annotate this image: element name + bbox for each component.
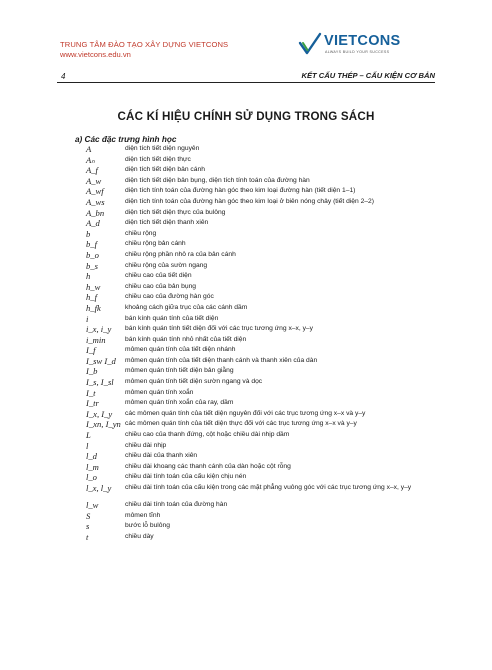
- symbol-description: chiều rộng: [125, 229, 157, 237]
- symbol-description: chiều dài tính toán của cấu kiện chịu nén: [125, 473, 247, 481]
- symbol-description: diện tích tiết diện thực: [125, 155, 191, 163]
- symbol: h_w: [86, 281, 101, 292]
- symbol: b_s: [86, 260, 98, 271]
- list-item: [0, 239, 492, 250]
- list-item: [0, 282, 492, 293]
- section-heading: a) Các đặc trưng hình học: [75, 135, 177, 144]
- list-item: [0, 218, 492, 229]
- symbol-description: bán kính quán tính nhỏ nhất của tiết diện: [125, 335, 247, 343]
- symbol: I_tr: [86, 398, 99, 409]
- symbol-description: chiều cao của tiết diện: [125, 272, 192, 280]
- center-name: TRUNG TÂM ĐÀO TẠO XÂY DỰNG VIETCONS: [60, 40, 229, 49]
- vietcons-logo: [298, 31, 418, 59]
- list-item: [0, 511, 492, 522]
- symbol: A_bn: [86, 207, 105, 218]
- header-rule: [57, 82, 435, 83]
- symbol: t: [86, 531, 89, 542]
- symbol-description: chiều cao của đường hàn góc: [125, 293, 214, 301]
- checkmark-logo-icon: [298, 31, 322, 57]
- symbol: I_t: [86, 387, 96, 398]
- symbol-description: chiều dài tính toán của cấu kiện trong các mặt phẳng vuông góc với các trục tương ứng x–x, y–y: [125, 484, 412, 491]
- symbol: i_min: [86, 334, 106, 345]
- symbol-description: chiều dài khoang các thanh cánh của dàn hoặc cột rỗng: [125, 462, 291, 470]
- symbol-description: mômen quán tính của tiết diện nhánh: [125, 346, 236, 354]
- list-item: [0, 345, 492, 356]
- symbol: b_o: [86, 249, 99, 260]
- symbol-description: khoảng cách giữa trục của các cánh dầm: [125, 303, 248, 311]
- list-item: [0, 451, 492, 462]
- symbol: A_ws: [86, 196, 105, 207]
- symbol-description: các mômen quán tính của tiết diện nguyên đối với các trục tương ứng x–x và y–y: [125, 409, 366, 417]
- symbol-description: diện tích tiết diện thanh xiên: [125, 219, 209, 227]
- list-item: [0, 388, 492, 399]
- list-item: [0, 398, 492, 409]
- symbol: l_o: [86, 472, 97, 483]
- symbol-description: chiều rộng phần nhô ra của bản cánh: [125, 250, 236, 258]
- symbol: h_fk: [86, 302, 101, 313]
- symbol: i: [86, 313, 89, 324]
- list-item: [0, 462, 492, 473]
- list-item: [0, 419, 492, 430]
- list-item: [0, 521, 492, 532]
- symbol: h_f: [86, 292, 97, 303]
- symbol: l: [86, 440, 89, 451]
- symbol-description: chiều dài nhịp: [125, 441, 167, 449]
- symbol: l_d: [86, 451, 97, 462]
- logo-tagline: ALWAYS BUILD YOUR SUCCESS: [325, 50, 390, 54]
- symbol-description: chiều dài tính toán của đường hàn: [125, 501, 228, 508]
- symbol-description: diện tích tiết diện bản cánh: [125, 166, 205, 174]
- symbol-description: diện tích tiết diện thực của bulông: [125, 208, 226, 216]
- list-item: [0, 500, 492, 511]
- list-item: [0, 324, 492, 335]
- symbol-description: chiều cao của bản bụng: [125, 282, 197, 290]
- symbol: l_x, l_y: [86, 483, 112, 493]
- symbol-description: mômen tĩnh: [125, 511, 161, 519]
- symbol: A_wf: [86, 186, 104, 197]
- symbol-description: bước lỗ bulông: [125, 522, 170, 530]
- list-item: [0, 303, 492, 314]
- symbol-description: chiều rộng của sườn ngang: [125, 261, 208, 269]
- list-item: [0, 356, 492, 367]
- symbol: b_f: [86, 239, 97, 250]
- symbol-description: bán kính quán tính của tiết diện: [125, 314, 219, 322]
- list-item: [0, 377, 492, 388]
- list-item: [0, 430, 492, 441]
- symbol: A_w: [86, 175, 102, 186]
- symbol-description: bán kính quán tính tiết diện đối với các trục tương ứng x–x, y–y: [125, 325, 313, 333]
- symbol-description: chiều dài của thanh xiên: [125, 452, 198, 460]
- list-item: [0, 271, 492, 282]
- list-item: [0, 366, 492, 377]
- list-item: [0, 144, 492, 155]
- symbol-description: diện tích tính toán của đường hàn góc theo kim loại đường hàn (tiết diện 1–1): [125, 187, 356, 195]
- symbol-list: [0, 144, 492, 542]
- list-item: [0, 409, 492, 420]
- list-item: [0, 292, 492, 303]
- training-center-header: [60, 40, 228, 60]
- symbol-description: các mômen quán tính của tiết diện thực đối với các trục tương ứng x–x và y–y: [125, 420, 357, 428]
- symbol: A_f: [86, 165, 98, 176]
- symbol: Aₙ: [86, 154, 95, 165]
- symbol-description: mômen quán tính tiết diện bản giằng: [125, 367, 234, 375]
- symbol: I_b: [86, 366, 98, 377]
- symbol-description: diện tích tiết diện nguyên: [125, 145, 200, 152]
- symbol-description: diện tích tiết diện bản bụng, diện tích tính toán của đường hàn: [125, 176, 310, 184]
- symbol: A: [86, 144, 92, 154]
- list-item: [0, 261, 492, 272]
- symbol-description: mômen quán tính tiết diện sườn ngang và dọc: [125, 378, 263, 386]
- running-head: KẾT CẤU THÉP – CẤU KIỆN CƠ BẢN: [301, 71, 435, 80]
- list-item: [0, 441, 492, 452]
- symbol: L: [86, 430, 91, 441]
- symbol: I_x, I_y: [86, 408, 113, 419]
- symbol: l_w: [86, 500, 99, 510]
- symbol: S: [86, 510, 91, 521]
- list-item: [0, 186, 492, 197]
- list-item: [0, 532, 492, 543]
- symbol-description: mômen quán tính xoắn của ray, dầm: [125, 399, 234, 407]
- symbol-description: diện tích tính toán của đường hàn góc theo kim loại ở biên nóng chảy (tiết diện 2–2): [125, 197, 374, 205]
- list-item: [0, 165, 492, 176]
- symbol: I_s, I_sl: [86, 377, 114, 388]
- symbol-description: mômen quán tính xoắn: [125, 388, 194, 396]
- page-title: CÁC KÍ HIỆU CHÍNH SỬ DỤNG TRONG SÁCH: [117, 110, 375, 123]
- symbol: I_f: [86, 345, 96, 356]
- symbol: i_x, i_y: [86, 324, 112, 335]
- list-item: [0, 229, 492, 240]
- symbol: I_sw I_d: [86, 355, 116, 366]
- list-item: [0, 314, 492, 325]
- list-item: [0, 176, 492, 187]
- list-item: [0, 155, 492, 166]
- symbol: h: [86, 271, 91, 282]
- symbol-description: chiều rộng bản cánh: [125, 240, 186, 248]
- symbol-description: chiều dày: [125, 532, 154, 540]
- logo-brand-text: VIETCONS: [324, 33, 401, 49]
- website-link[interactable]: www.vietcons.edu.vn: [60, 50, 131, 59]
- list-item: [0, 483, 492, 500]
- list-item: [0, 208, 492, 219]
- list-item: [0, 197, 492, 208]
- list-item: [0, 335, 492, 346]
- list-item: [0, 472, 492, 483]
- symbol: l_m: [86, 461, 99, 472]
- symbol: b: [86, 228, 91, 239]
- page-number: 4: [61, 72, 66, 81]
- symbol-description: mômen quán tính của tiết diện thanh cánh và thanh xiên của dàn: [125, 356, 318, 364]
- symbol: A_d: [86, 218, 100, 229]
- symbol-description: chiều cao của thanh đứng, cột hoặc chiều dài nhịp dầm: [125, 431, 290, 439]
- symbol: I_xn, I_yn: [86, 419, 121, 430]
- list-item: [0, 250, 492, 261]
- symbol: s: [86, 521, 90, 532]
